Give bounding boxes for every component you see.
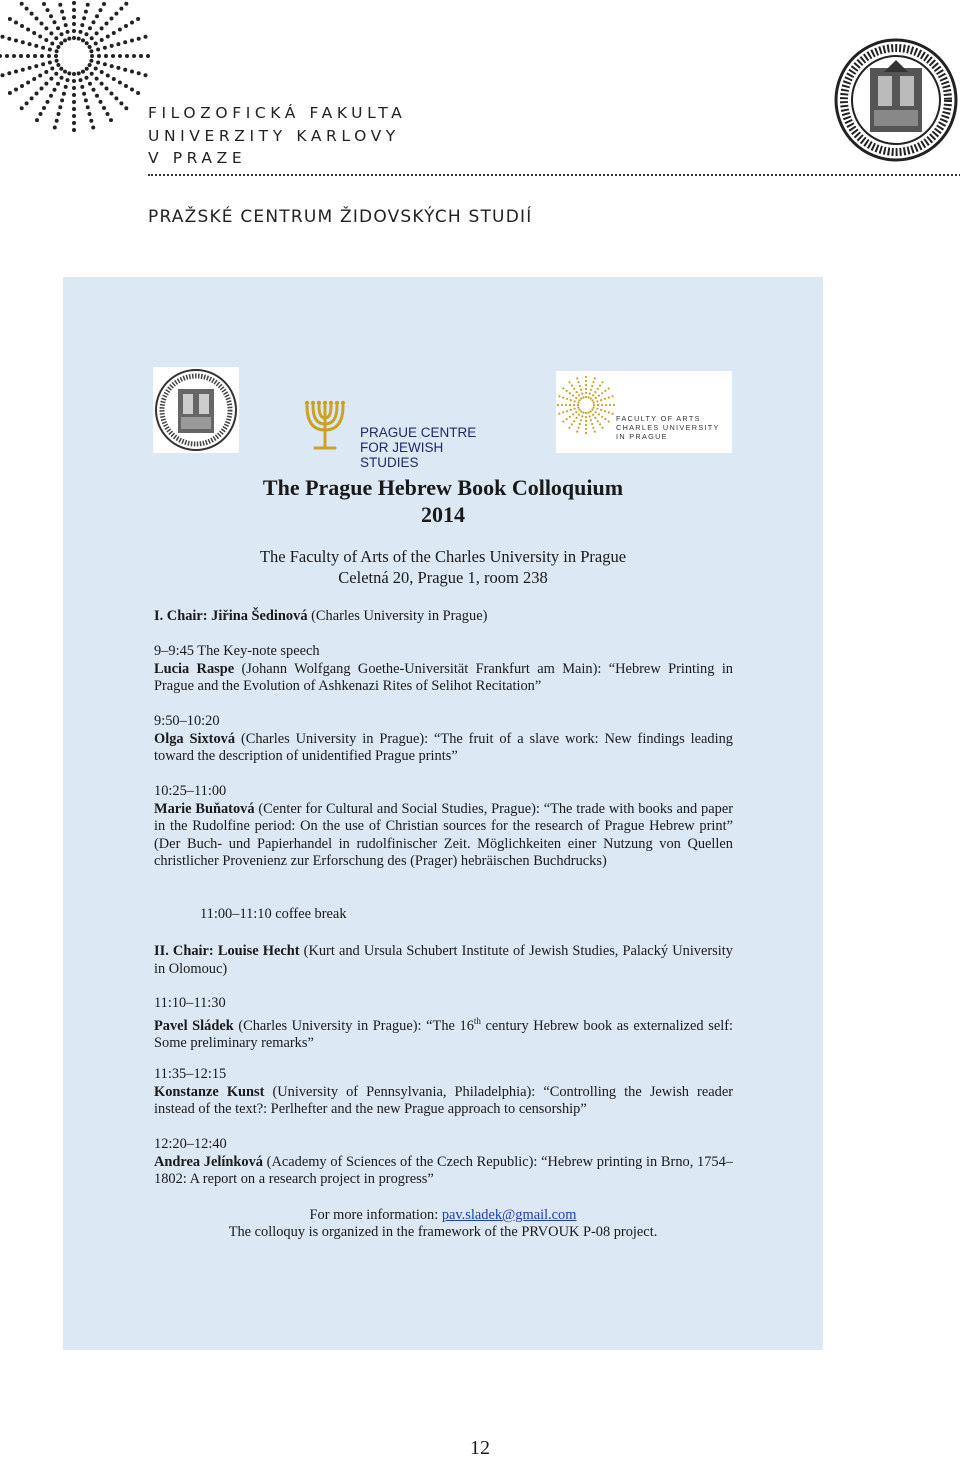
talk-1-time: 9–9:45 The Key-note speech [154, 643, 320, 659]
talk-3-time: 10:25–11:00 [154, 783, 227, 799]
faculty-name [148, 102, 406, 170]
colloquium-flyer [63, 277, 823, 1350]
pcjs-logo-line-2: FOR JEWISH STUDIES [360, 440, 444, 470]
talk-6 [154, 1136, 733, 1189]
pcjs-logo [299, 396, 505, 470]
talk-4 [154, 995, 733, 1053]
centre-title: PRAŽSKÉ CENTRUM ŽIDOVSKÝCH STUDIÍ [148, 207, 533, 227]
talk-5-speaker: Konstanze Kunst [154, 1083, 265, 1100]
talk-6-text: (Academy of Sciences of the Czech Republic): “Hebrew printing in Brno, 1754–1802: A report on a research project in progress” [154, 1153, 733, 1188]
talk-3-speaker: Marie Buňatová [154, 800, 255, 817]
talk-2 [154, 713, 733, 766]
talk-3-text: (Center for Cultural and Social Studies, Prague): “The trade with books and paper in the Rudolfine period: On the use of Christian sources for the research of Prague Hebrew print” (Der Buch- und Papierhandel in rudolfinischer Zeit. Möglichkeiten einer Nutzung von Quellen christlicher Provenienz zur Erforschung des (Prager) hebräischen Buchdrucks) [154, 800, 734, 870]
session-1-affiliation: (Charles University in Prague) [307, 608, 488, 624]
venue-line-2: Celetná 20, Prague 1, room 238 [338, 568, 548, 587]
talk-4-speaker: Pavel Sládek [154, 1017, 234, 1034]
talk-2-speaker: Olga Sixtová [154, 730, 236, 747]
talk-5-time: 11:35–12:15 [154, 1066, 227, 1082]
framework-note: The colloquy is organized in the framework of the PRVOUK P-08 project. [228, 1224, 658, 1240]
pcjs-logo-text [360, 425, 505, 470]
talk-1-speaker: Lucia Raspe [154, 660, 235, 677]
talk-6-time: 12:20–12:40 [154, 1136, 227, 1152]
talk-5 [154, 1066, 733, 1119]
faculty-name-line-3: V PRAZE [148, 149, 247, 167]
header-divider [148, 174, 960, 176]
more-information-label: For more information: [309, 1207, 442, 1223]
page-number: 12 [470, 1437, 490, 1459]
venue-line-1: The Faculty of Arts of the Charles University in Prague [259, 547, 627, 566]
faculty-name-line-2: UNIVERZITY KARLOVY [148, 126, 400, 145]
session-2-chair-name: II. Chair: Louise Hecht [154, 943, 300, 959]
fa-logo-line-3: IN PRAGUE [616, 432, 668, 441]
talk-1 [154, 643, 733, 696]
more-information [63, 1207, 823, 1224]
colloquium-year: 2014 [421, 502, 465, 527]
fa-logo-line-1: FACULTY OF ARTS [616, 414, 701, 423]
talk-4-text-b: century Hebrew book as externalized self: Some preliminary remarks” [154, 1017, 733, 1051]
talk-4-time: 11:10–11:30 [154, 995, 226, 1011]
session-2-chair [154, 943, 733, 978]
session-1-chair [154, 608, 733, 626]
session-1-chair-name: I. Chair: Jiřina Šedinová [154, 608, 308, 624]
talk-4-superscript: th [473, 1015, 481, 1026]
pcjs-logo-line-1: PRAGUE CENTRE [360, 425, 477, 440]
faculty-name-line-1: FILOZOFICKÁ FAKULTA [148, 104, 407, 122]
faculty-of-arts-logo [556, 371, 732, 453]
session-2-affiliation: (Kurt and Ursula Schubert Institute of Jewish Studies, Palacký University in Olomouc) [154, 943, 733, 977]
talk-4-text-a: (Charles University in Prague): “The 16 [233, 1017, 474, 1034]
talk-6-speaker: Andrea Jelínková [154, 1153, 263, 1170]
talk-2-time: 9:50–10:20 [154, 713, 220, 729]
talk-1-text: (Johann Wolfgang Goethe-Universität Frankfurt am Main): “Hebrew Printing in Prague and the Evolution of Ashkenazi Rites of Selihot Recitation” [154, 660, 734, 695]
talk-3 [154, 783, 733, 871]
menorah-icon [299, 396, 357, 456]
fa-logo-line-2: CHARLES UNIVERSITY [616, 423, 720, 432]
email-link[interactable]: pav.sladek@gmail.com [441, 1207, 577, 1223]
talk-5-text: (University of Pennsylvania, Philadelphia): “Controlling the Jewish reader instead of the text?: Perlhefter and the new Prague approach to censorship” [154, 1083, 733, 1118]
charles-university-seal [834, 38, 958, 162]
coffee-break: 11:00–11:10 coffee break [200, 906, 347, 922]
faculty-of-arts-logo-text [616, 414, 720, 441]
small-university-seal [153, 367, 239, 453]
colloquium-title: The Prague Hebrew Book Colloquium [262, 475, 624, 500]
talk-2-text: (Charles University in Prague): “The fruit of a slave work: New findings leading toward the description of unidentified Prague prints” [154, 730, 733, 765]
